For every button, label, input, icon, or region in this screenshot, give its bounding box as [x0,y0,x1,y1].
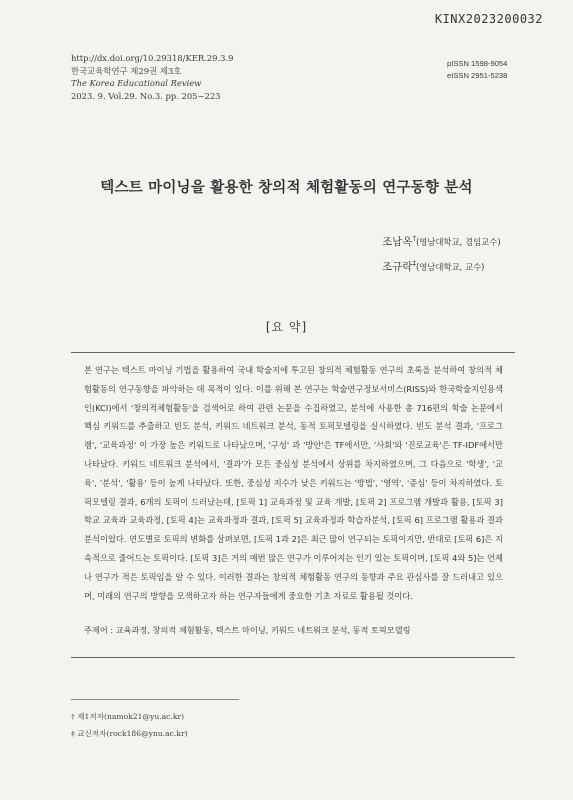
author-mark: † [412,234,416,243]
journal-korean: 한국교육학연구 제29권 제3호 [71,65,182,76]
author-mark: ‡ [412,259,416,268]
eissn: eISSN 2951-5238 [447,71,508,80]
footnote-corresponding-author: ‡ 교신저자(rock186@ynu.ac.kr) [71,729,188,738]
paper-title: 텍스트 마이닝을 활용한 창의적 체험활동의 연구동향 분석 [100,180,473,196]
pissn: pISSN 1598-9054 [447,59,508,68]
footnote-divider [71,699,239,700]
doi-link[interactable]: http://dx.doi.org/10.29318/KER.29.3.9 [71,53,234,63]
author-1 [382,234,501,249]
journal-meta [71,52,233,102]
footnote-first-author: † 제1저자(namok21@yu.ac.kr) [71,712,185,721]
document-id: KINX2023200032 [434,12,543,26]
author-affiliation: (영남대학교, 겸임교수) [415,237,501,247]
author-affiliation: (영남대학교, 교수) [415,262,485,272]
abstract-heading: [요 약] [265,320,308,334]
issue-info: 2023. 9. Vol.29. No.3. pp. 205~223 [71,90,221,101]
journal-english: The Korea Educational Review [71,78,202,88]
author-name: 조규락 [382,261,413,273]
abstract-body: 본 연구는 텍스트 마이닝 기법을 활용하여 국내 학술지에 투고된 창의적 체험활동 연구의 초록을 분석하여 창의적 체험활동의 연구동향을 파악하는 데 목적이 있다. 이를 위해 본 연구는 학술연구정보서비스(RISS)와 한국학술지인용색인(KCI)에서 '창의적체험활동'을 검색어로 하여 관련 논문을 수집하였고, 분석에 사용한 총 716편의 학술 논문에서 핵심 키워드를 추출하고 빈도 분석, 키워드 네트워크 분석, 동적 토픽모델링을 실시하였다. 빈도 분석 결과, '프로그램', '교육과정' 이 가장 높은 키워드로 나타났으며, '구성' 과 '방안'은 TF에서만, '사회'와 '진로교육'은 TF-IDF에서만 나타났다. 키워드 네트워크 분석에서, '결과'가 모든 중심성 분석에서 상위를 차지하였으며, 그 다음으로 '학생', '교육', '분석', '활용' 등이 높게 나타났다. 또한, 중심성 지수가 낮은 키워드는 '방법', '영역', '증심' 등이 차지하였다. 토픽모델링 결과, 6개의 토픽이 드러났는데, [토픽 1] 교육과정 및 교육 개발, [토픽 2] 프로그램 개발과 활용, [토픽 3] 학교 교육과 교육과정, [토픽 4]는 교육과정과 결과, [토픽 5] 교육과정과 학습자분석, [토픽 6] 프로그램 활용과 결과 분석이었다. 연도별로 토픽의 변화를 살펴보면, [토픽 1과 2]은 최근 많이 연구되는 토픽이지만, 반대로 [토픽 6]은 지속적으로 줄어드는 토픽이다. [토픽 3]은 거의 매번 많은 연구가 이루어지는 인기 있는 토픽이며, [토픽 4와 5]는 언제나 연구가 적은 토픽임을 알 수 있다. 이러한 결과는 창의적 체험활동 연구의 동향과 주요 관심사를 잘 드러내고 있으며, 미래의 연구의 방향을 모색하고자 하는 연구자들에게 중요한 기초 자료로 활용될 것이다. [84,365,503,601]
keywords: 주제어 : 교육과정, 창의적 체험활동, 텍스트 마이닝, 키워드 네트워크 분석, 동적 토픽모델링 [84,625,411,635]
issn-block [447,58,507,82]
author-2 [382,259,484,274]
author-name: 조남옥 [382,236,413,248]
